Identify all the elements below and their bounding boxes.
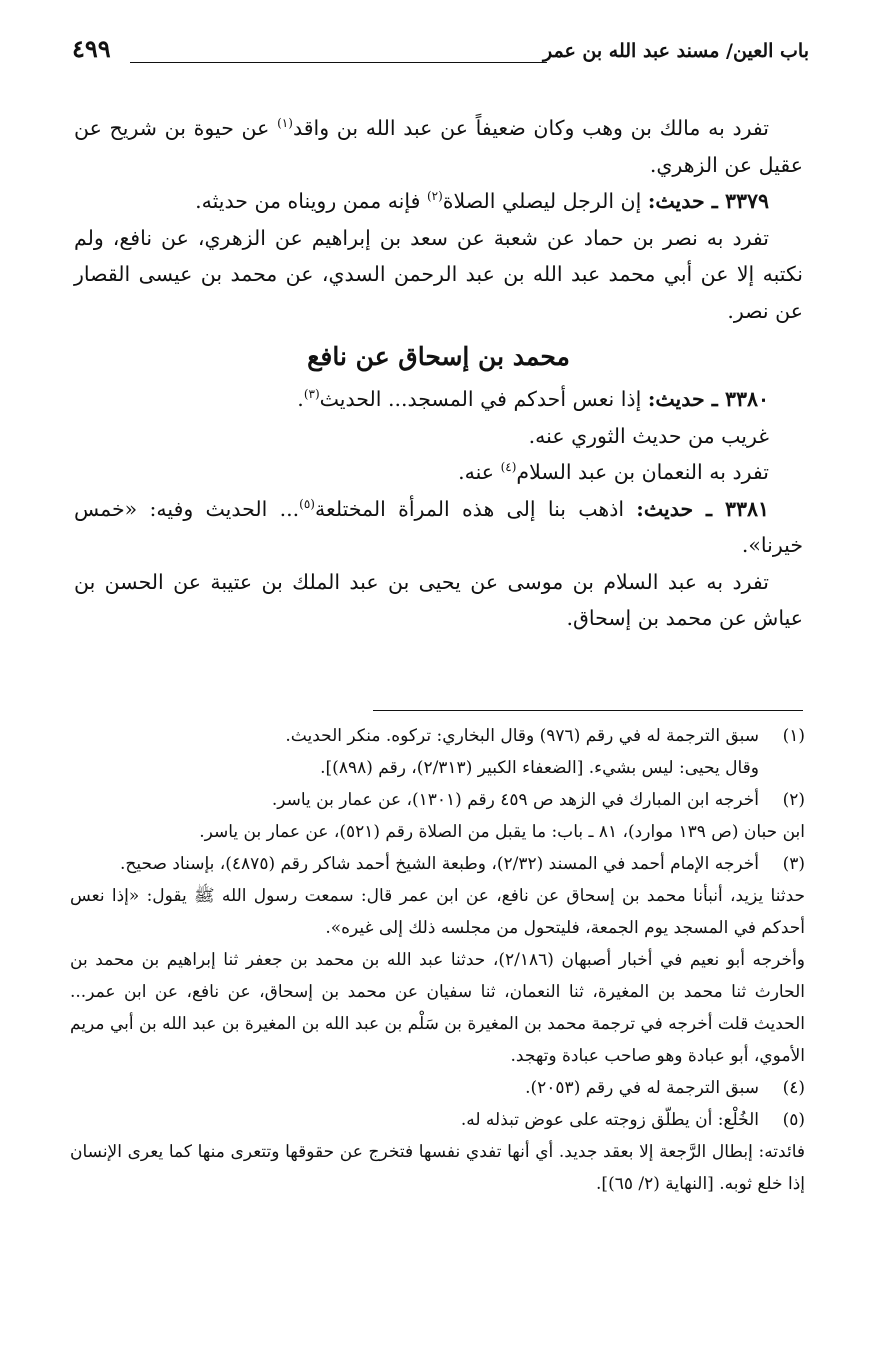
hadith-3380: [74, 381, 803, 418]
footnote-3-continued: وأخرجه أبو نعيم في أخبار أصبهان (٢/١٨٦)، حدثنا عبد الله بن محمد بن جعفر ثنا إبراهيم بن محمد بن الحارث ثنا محمد بن المغيرة، ثنا النعمان، ثنا سفيان عن محمد بن إسحاق، عن نافع، عن ابن عمر... الحديث قلت أخرجه في ترجمة محمد بن المغيرة بن سَلْم بن عبد الله بن المغيرة بن عبد الله بن أبي مريم الأموي، أبو عبادة وهو صاحب عبادة وتهجد.: [70, 950, 805, 1066]
footnote-number: (١): [782, 726, 805, 746]
footnote-number: (٣): [782, 854, 805, 874]
footnote-text: سبق الترجمة له في رقم (٩٧٦) وقال البخاري: تركوه. منكر الحديث.: [285, 726, 759, 746]
footnote-ref: (٢): [426, 189, 443, 204]
hadith-number: ٣٣٨١ ـ حديث:: [636, 496, 769, 521]
footnote-text: سبق الترجمة له في رقم (٢٠٥٣).: [525, 1078, 759, 1098]
footnote-1: [70, 720, 805, 752]
hadith-text: اذهب بنا إلى هذه المرأة المختلعة: [314, 496, 637, 521]
footnote-text: أخرجه الإمام أحمد في المسند (٢/٣٢)، وطبعة الشيخ أحمد شاكر رقم (٤٨٧٥)، بإسناد صحيح.: [120, 854, 759, 874]
footnote-3: [70, 848, 805, 880]
footnote-1-continued: وقال يحيى: ليس بشيء. [الضعفاء الكبير (٢/٣١٣)، رقم (٨٩٨)].: [320, 758, 759, 778]
hadith-number: ٣٣٨٠ ـ حديث:: [647, 387, 769, 411]
paragraph-text: عن حيوة بن شريح عن عقيل عن الزهري.: [74, 116, 803, 177]
paragraph-text: تفرد به النعمان بن عبد السلام: [516, 460, 769, 484]
header-rule: [130, 62, 547, 63]
footnote-number: (٤): [782, 1078, 805, 1098]
paragraph-3: غريب من حديث الثوري عنه.: [528, 423, 769, 448]
footnote-ref: (١): [277, 116, 293, 131]
hadith-text: فإنه ممن رويناه من حديثه.: [195, 189, 427, 213]
page-number: ٤٩٩: [72, 34, 111, 63]
paragraph-2: تفرد به نصر بن حماد عن شعبة عن سعد بن إبراهيم عن الزهري، عن نافع، ولم نكتبه إلا عن أبي محمد عبد الله بن عبد الرحمن السدي، عن محمد بن عيسى القصار عن نصر.: [74, 225, 803, 323]
footnote-5: [70, 1104, 805, 1136]
hadith-3381: [74, 491, 803, 564]
footnote-3-quote: حدثنا يزيد، أنبأنا محمد بن إسحاق عن نافع، عن ابن عمر قال: سمعت رسول الله ﷺ يقول: «إذا نعس أحدكم في المسجد يوم الجمعة، فليتحول من مجلسه ذلك إلى غيره».: [70, 886, 805, 938]
footnotes: [70, 720, 805, 1200]
paragraph-text: عنه.: [458, 460, 501, 484]
section-heading: محمد بن إسحاق عن نافع: [307, 342, 570, 371]
footnote-ref: (٤): [500, 460, 517, 475]
footnote-5-continued: فائدته: إبطال الرَّجعة إلا بعقد جديد. أي أنها تفدي نفسها فتخرج عن حقوقها وتتعرى منها كما يعرى الإنسان إذا خلع ثوبه. [النهاية (٢/ ٦٥)].: [70, 1142, 805, 1194]
paragraph-4: [74, 454, 803, 491]
footnote-2: [70, 784, 805, 816]
hadith-text: إذا نعس أحدكم في المسجد... الحديث: [319, 387, 648, 411]
hadith-text: ... الحديث وفيه: «خمس خيرنا».: [74, 496, 803, 557]
footnote-separator: [373, 710, 803, 711]
hadith-text: إن الرجل ليصلي الصلاة: [442, 189, 648, 213]
paragraph-5: تفرد به عبد السلام بن موسى عن يحيى بن عبد الملك بن عتيبة عن الحسن بن عياش عن محمد بن إسحاق.: [74, 569, 803, 630]
hadith-number: ٣٣٧٩ ـ حديث:: [647, 189, 769, 213]
hadith-text: .: [297, 387, 304, 411]
page-header: [72, 34, 809, 72]
footnote-2-continued: ابن حبان (ص ١٣٩ موارد)، ٨١ ـ باب: ما يقبل من الصلاة رقم (٥٢١)، عن عمار بن ياسر.: [199, 822, 805, 842]
footnote-number: (٢): [782, 790, 805, 810]
footnote-4: [70, 1072, 805, 1104]
hadith-3379: [74, 183, 803, 220]
running-title: باب العين/ مسند عبد الله بن عمر: [543, 40, 809, 62]
footnote-text: الخُلْع: أن يطلّق زوجته على عوض تبذله له.: [460, 1110, 759, 1130]
paragraph-1: [74, 110, 803, 183]
main-text: [74, 110, 803, 637]
footnote-text: أخرجه ابن المبارك في الزهد ص ٤٥٩ رقم (١٣٠١)، عن عمار بن ياسر.: [271, 790, 759, 810]
footnote-ref: (٥): [299, 496, 315, 511]
footnote-number: (٥): [782, 1110, 805, 1130]
paragraph-text: تفرد به مالك بن وهب وكان ضعيفاً عن عبد الله بن واقد: [292, 116, 769, 140]
footnote-ref: (٣): [303, 387, 320, 402]
